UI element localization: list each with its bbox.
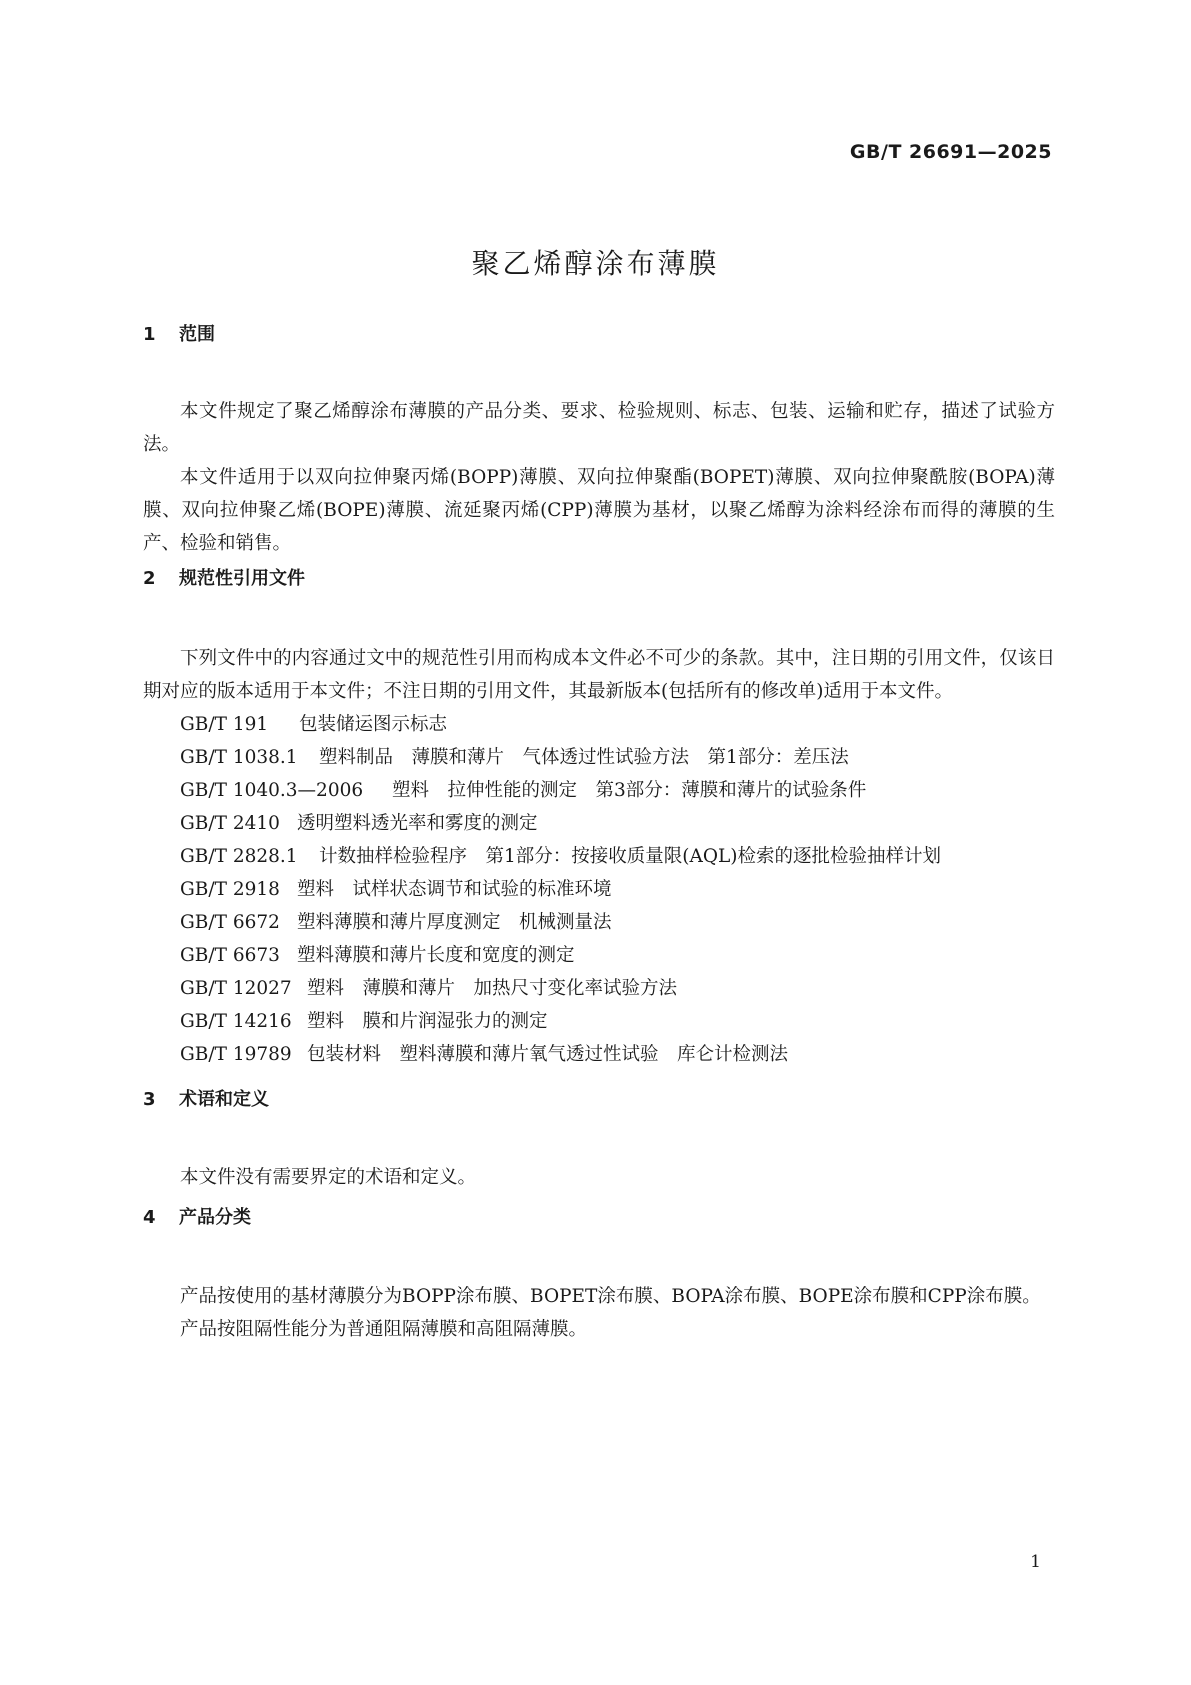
section-title: 产品分类 bbox=[179, 1207, 251, 1228]
section-heading bbox=[143, 1203, 1055, 1233]
section-number: 4 bbox=[143, 1207, 156, 1228]
reference-code: GB/T 1040.3—2006 bbox=[180, 780, 364, 801]
section-heading bbox=[143, 564, 1055, 594]
reference-item bbox=[143, 906, 1055, 939]
reference-code: GB/T 19789 bbox=[180, 1044, 292, 1065]
page-number: 1 bbox=[1030, 1552, 1041, 1572]
paragraph: 下列文件中的内容通过文中的规范性引用而构成本文件必不可少的条款。其中，注日期的引用文件，仅该日期对应的版本适用于本文件；不注日期的引用文件，其最新版本(包括所有的修改单)适用于本文件。 bbox=[143, 648, 1055, 702]
reference-item bbox=[143, 708, 1055, 741]
reference-title: 塑料制品 薄膜和薄片 气体透过性试验方法 第1部分：差压法 bbox=[319, 747, 849, 768]
reference-code: GB/T 6673 bbox=[180, 945, 280, 966]
section-product-classification bbox=[143, 1203, 1055, 1346]
reference-item bbox=[143, 774, 1055, 807]
reference-code: GB/T 2828.1 bbox=[180, 846, 298, 867]
reference-item bbox=[143, 939, 1055, 972]
paragraph: 本文件规定了聚乙烯醇涂布薄膜的产品分类、要求、检验规则、标志、包装、运输和贮存，描述了试验方法。 bbox=[143, 401, 1055, 455]
reference-code: GB/T 1038.1 bbox=[180, 747, 298, 768]
section-number: 2 bbox=[143, 568, 156, 589]
paragraph: 本文件没有需要界定的术语和定义。 bbox=[180, 1167, 477, 1188]
reference-item bbox=[143, 741, 1055, 774]
reference-item bbox=[143, 840, 1055, 873]
reference-title: 塑料 拉伸性能的测定 第3部分：薄膜和薄片的试验条件 bbox=[392, 780, 867, 801]
reference-title: 透明塑料透光率和雾度的测定 bbox=[297, 813, 538, 834]
reference-list bbox=[143, 708, 1055, 1071]
reference-title: 塑料 膜和片润湿张力的测定 bbox=[307, 1011, 548, 1032]
reference-item bbox=[143, 1038, 1055, 1071]
reference-item bbox=[143, 972, 1055, 1005]
reference-title: 包装材料 塑料薄膜和薄片氧气透过性试验 库仑计检测法 bbox=[307, 1044, 789, 1065]
reference-code: GB/T 2918 bbox=[180, 879, 280, 900]
section-heading bbox=[143, 320, 1055, 350]
reference-code: GB/T 191 bbox=[180, 714, 269, 735]
reference-code: GB/T 12027 bbox=[180, 978, 292, 999]
reference-title: 塑料 薄膜和薄片 加热尺寸变化率试验方法 bbox=[307, 978, 678, 999]
section-number: 3 bbox=[143, 1089, 156, 1110]
section-heading bbox=[143, 1085, 1055, 1115]
standard-number: GB/T 26691—2025 bbox=[849, 141, 1052, 163]
section-title: 术语和定义 bbox=[179, 1089, 269, 1110]
reference-title: 塑料薄膜和薄片厚度测定 机械测量法 bbox=[297, 912, 612, 933]
section-scope bbox=[143, 320, 1055, 560]
reference-item bbox=[143, 1005, 1055, 1038]
reference-title: 计数抽样检验程序 第1部分：按接收质量限(AQL)检索的逐批检验抽样计划 bbox=[319, 846, 942, 867]
paragraph: 产品按阻隔性能分为普通阻隔薄膜和高阻隔薄膜。 bbox=[180, 1319, 588, 1340]
reference-title: 塑料薄膜和薄片长度和宽度的测定 bbox=[297, 945, 575, 966]
paragraph: 本文件适用于以双向拉伸聚丙烯(BOPP)薄膜、双向拉伸聚酯(BOPET)薄膜、双向拉伸聚酰胺(BOPA)薄膜、双向拉伸聚乙烯(BOPE)薄膜、流延聚丙烯(CPP)薄膜为基材，以聚乙烯醇为涂料经涂布而得的薄膜的生产、检验和销售。 bbox=[143, 467, 1055, 554]
reference-code: GB/T 14216 bbox=[180, 1011, 292, 1032]
section-number: 1 bbox=[143, 324, 156, 345]
section-normative-references bbox=[143, 564, 1055, 1071]
section-terms-definitions bbox=[143, 1085, 1055, 1194]
reference-code: GB/T 6672 bbox=[180, 912, 280, 933]
reference-item bbox=[143, 807, 1055, 840]
document-title: 聚乙烯醇涂布薄膜 bbox=[471, 247, 720, 280]
reference-title: 塑料 试样状态调节和试验的标准环境 bbox=[297, 879, 612, 900]
section-title: 规范性引用文件 bbox=[179, 568, 305, 589]
paragraph: 产品按使用的基材薄膜分为BOPP涂布膜、BOPET涂布膜、BOPA涂布膜、BOPE涂布膜和CPP涂布膜。 bbox=[180, 1286, 1041, 1307]
reference-code: GB/T 2410 bbox=[180, 813, 280, 834]
section-title: 范围 bbox=[179, 324, 215, 345]
reference-item bbox=[143, 873, 1055, 906]
reference-title: 包装储运图示标志 bbox=[299, 714, 448, 735]
